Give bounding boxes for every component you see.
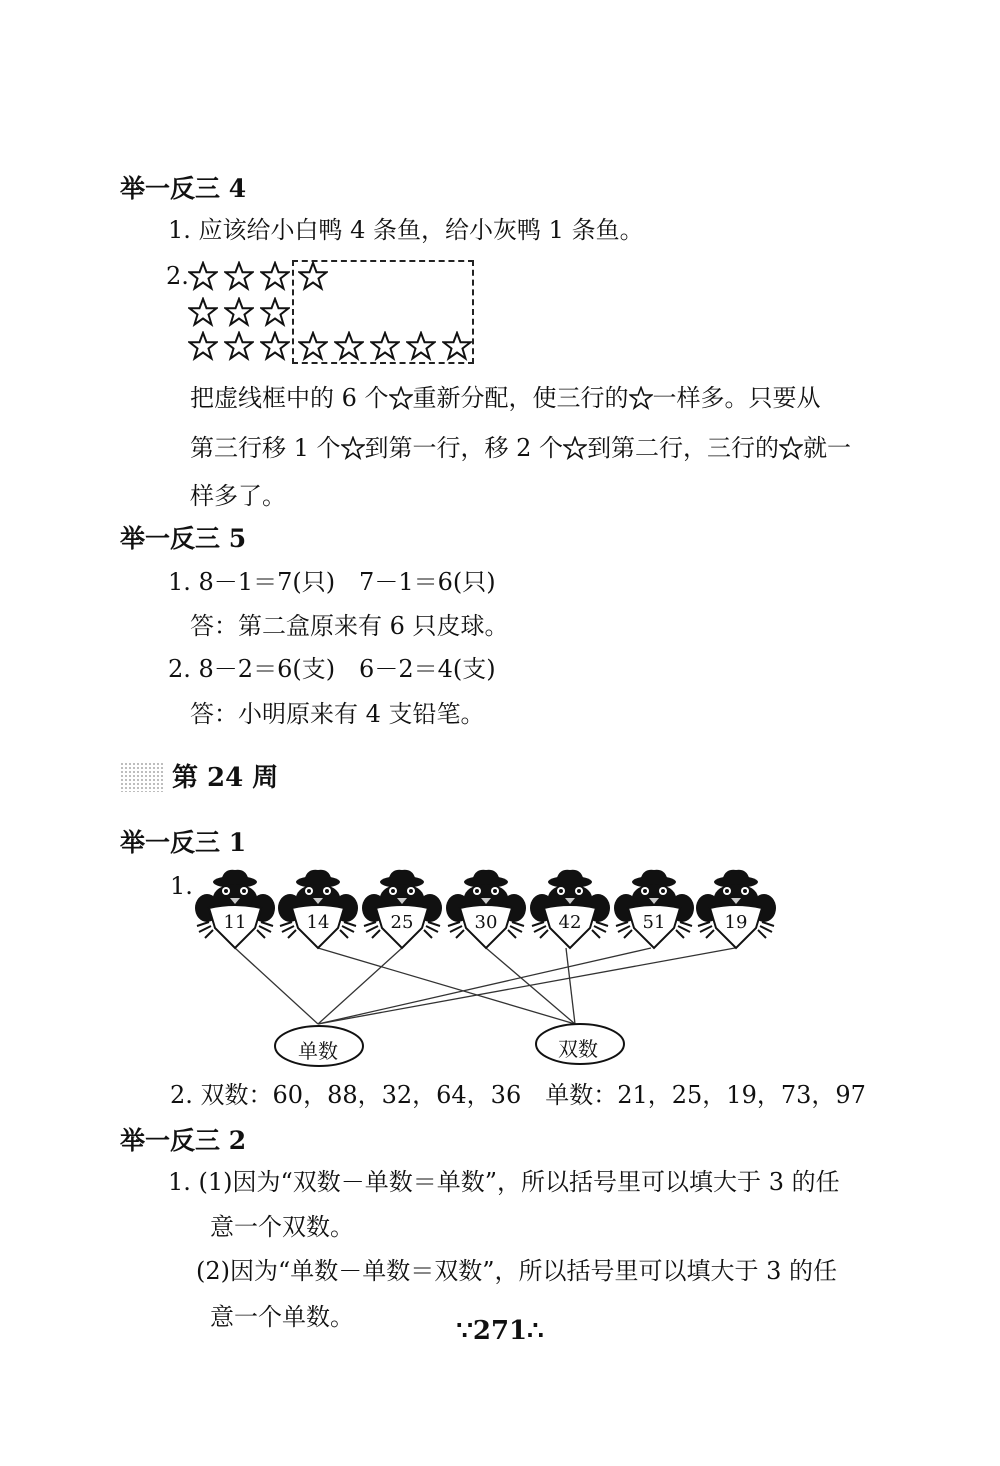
match-line [235, 948, 318, 1024]
frog-icon [195, 868, 275, 950]
answer-line: 答：小明原来有 4 支铅笔。 [190, 700, 485, 728]
explanation-line-2: 第三行移 1 个 到第一行，移 2 个 到第二行，三行的 就一 [190, 434, 852, 462]
section-heading: 举一反三 1 [120, 828, 247, 857]
section-heading: 举一反三 4 [120, 174, 247, 203]
answer-line: 1. (1)因为“双数－单数＝单数”，所以括号里可以填大于 3 的任 [168, 1168, 840, 1196]
match-line [318, 948, 735, 1024]
even-oval-label: 双数 [558, 1037, 598, 1061]
match-line [486, 948, 575, 1024]
frog-number: 51 [642, 912, 666, 933]
section-heading: 举一反三 5 [120, 524, 247, 553]
match-line [318, 948, 575, 1024]
week-title: 第 24 周 [172, 763, 279, 793]
explanation-line-3: 样多了。 [190, 482, 286, 510]
answer-line: 答：第二盒原来有 6 只皮球。 [190, 612, 509, 640]
frog-icon [362, 868, 442, 950]
frog-icon [530, 868, 610, 950]
answer-line: 意一个单数。 [210, 1303, 354, 1331]
answer-line: 2. 双数：60，88，32，64，36 单数：21，25，19，73，97 [170, 1081, 866, 1109]
frog-number: 30 [474, 912, 498, 933]
match-line [318, 948, 651, 1024]
frog-number: 11 [223, 912, 247, 933]
frog-icon [446, 868, 526, 950]
frog-icon [278, 868, 358, 950]
frog-number: 25 [390, 912, 414, 933]
odd-oval-label: 单数 [298, 1039, 338, 1063]
match-line [566, 948, 575, 1024]
equation-line: 1. 8－1＝7(只) 7－1＝6(只) [168, 568, 496, 596]
question-number: 2. [166, 262, 189, 290]
frog-number: 19 [724, 912, 748, 933]
page-number: ∵271∴ [456, 1316, 544, 1346]
frog-icon [696, 868, 776, 950]
frog-number: 42 [558, 912, 582, 933]
match-line [318, 948, 402, 1024]
section-heading: 举一反三 2 [120, 1126, 247, 1155]
equation-line: 2. 8－2＝6(支) 6－2＝4(支) [168, 655, 496, 683]
explanation-line-1: 把虚线框中的 6 个 重新分配，使三行的 一样多。只要从 [190, 384, 821, 412]
answer-line: 1. 应该给小白鸭 4 条鱼，给小灰鸭 1 条鱼。 [168, 216, 644, 244]
frog-number: 14 [306, 912, 330, 933]
frog-icon [614, 868, 694, 950]
question-number: 1. [170, 872, 193, 900]
answer-line: (2)因为“单数－单数＝双数”，所以括号里可以填大于 3 的任 [196, 1257, 838, 1285]
answer-line: 意一个双数。 [210, 1213, 354, 1241]
